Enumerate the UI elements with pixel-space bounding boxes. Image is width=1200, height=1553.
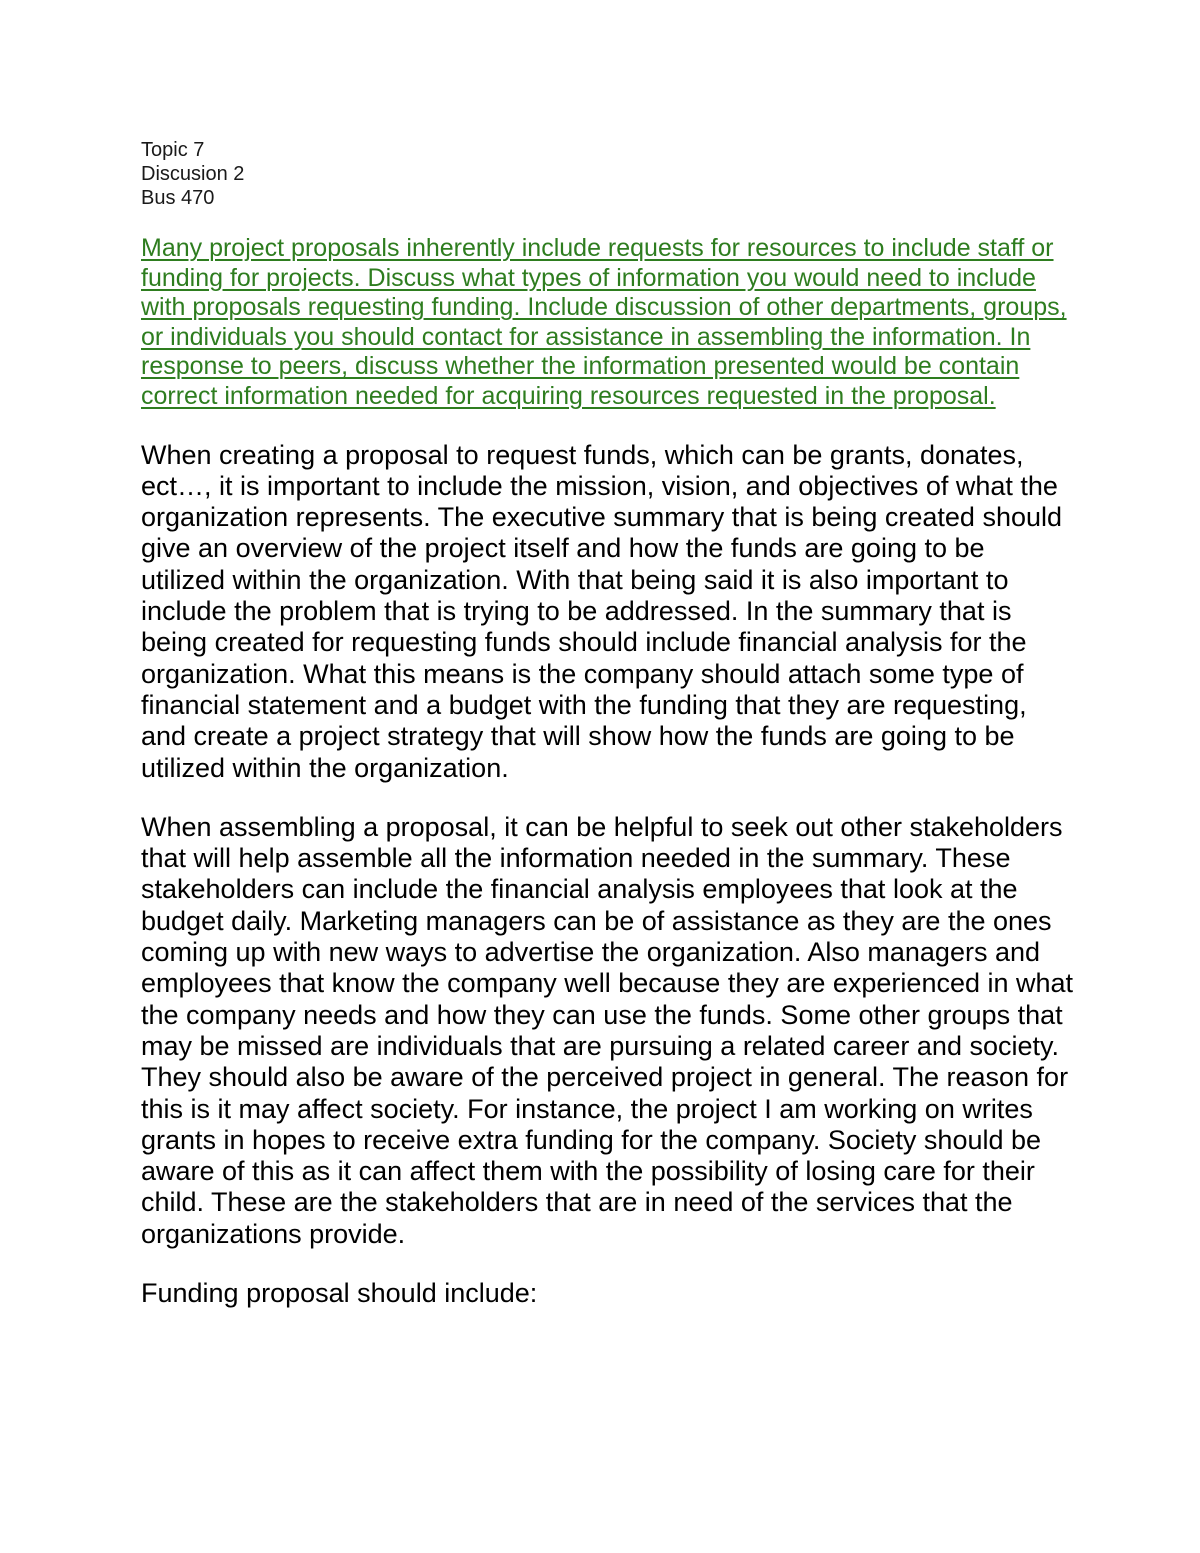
- body-paragraph-stakeholders: When assembling a proposal, it can be helpful to seek out other stakeholders that will help assemble all the information needed in the summary. These stakeholders can include the financial analysis employees that look at the budget daily. Marketing managers can be of assistance as they are the ones coming up with new ways to advertise the organization. Also managers and employees that know the company well because they are experienced in what the company needs and how they can use the funds. Some other groups that may be missed are individuals that are pursuing a related career and society. They should also be aware of the perceived project in general. The reason for this is it may affect society. For instance, the project I am working on writes grants in hopes to receive extra funding for the company. Society should be aware of this as it can affect them with the possibility of losing care for their child. These are the stakeholders that are in need of the services that the organizations provide.: [141, 811, 1074, 1249]
- topic-label: Topic 7: [141, 139, 205, 161]
- document-page: [141, 138, 1076, 1309]
- course-label: Bus 470: [141, 187, 215, 209]
- discussion-prompt: Many project proposals inherently include requests for resources to include staff or funding for projects. Discuss what types of information you would need to include with proposals requesting funding. Include discussion of other departments, groups, or individuals you should contact for assistance in assembling the information. In response to peers, discuss whether the information presented would be contain correct information needed for acquiring resources requested in the proposal.: [141, 234, 1067, 410]
- body-paragraph-funding-info: When creating a proposal to request funds, which can be grants, donates, ect…, it is important to include the mission, vision, and objectives of what the organization represents. The executive summary that is being created should give an overview of the project itself and how the funds are going to be utilized within the organization. With that being said it is also important to include the problem that is trying to be addressed. In the summary that is being created for requesting funds should include financial analysis for the organization. What this means is the company should attach some type of financial statement and a budget with the funding that they are requesting, and create a project strategy that will show how the funds are going to be utilized within the organization.: [141, 439, 1063, 783]
- body-paragraph-funding-list-intro: Funding proposal should include:: [141, 1277, 538, 1308]
- document-header: [141, 138, 1076, 210]
- discussion-label: Discusion 2: [141, 163, 245, 185]
